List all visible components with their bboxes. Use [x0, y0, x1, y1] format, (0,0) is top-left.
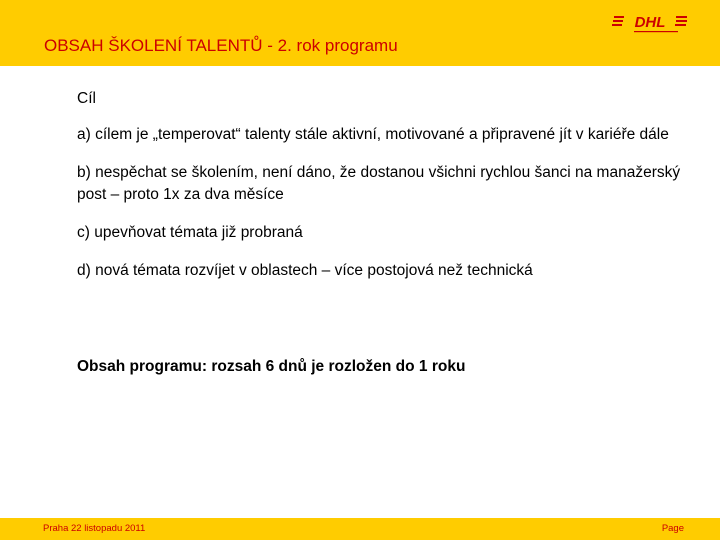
section-heading: Cíl	[77, 90, 96, 107]
list-item: b) nespěchat se školením, není dáno, že dostanou všichni rychlou šanci na manažerský post – proto 1x za dva měsíce	[77, 164, 681, 203]
program-summary: Obsah programu: rozsah 6 dnů je rozložen do 1 roku	[77, 358, 466, 375]
list-item: d) nová témata rozvíjet v oblastech – více postojová než technická	[77, 262, 533, 279]
footer-bar	[0, 518, 720, 540]
slide-title: OBSAH ŠKOLENÍ TALENTŮ - 2. rok programu	[44, 36, 398, 55]
header-bar	[0, 0, 720, 66]
footer-page: Page	[661, 523, 684, 534]
footer-date: Praha 22 listopadu 2011	[43, 523, 146, 534]
dhl-logo	[612, 11, 688, 37]
content-body	[77, 88, 697, 298]
list-item: c) upevňovat témata již probraná	[77, 224, 303, 241]
list-item: a) cílem je „temperovat“ talenty stále aktivní, motivované a připravené jít v kariéře dále	[77, 126, 669, 143]
logo-wordmark: DHL	[634, 14, 666, 31]
